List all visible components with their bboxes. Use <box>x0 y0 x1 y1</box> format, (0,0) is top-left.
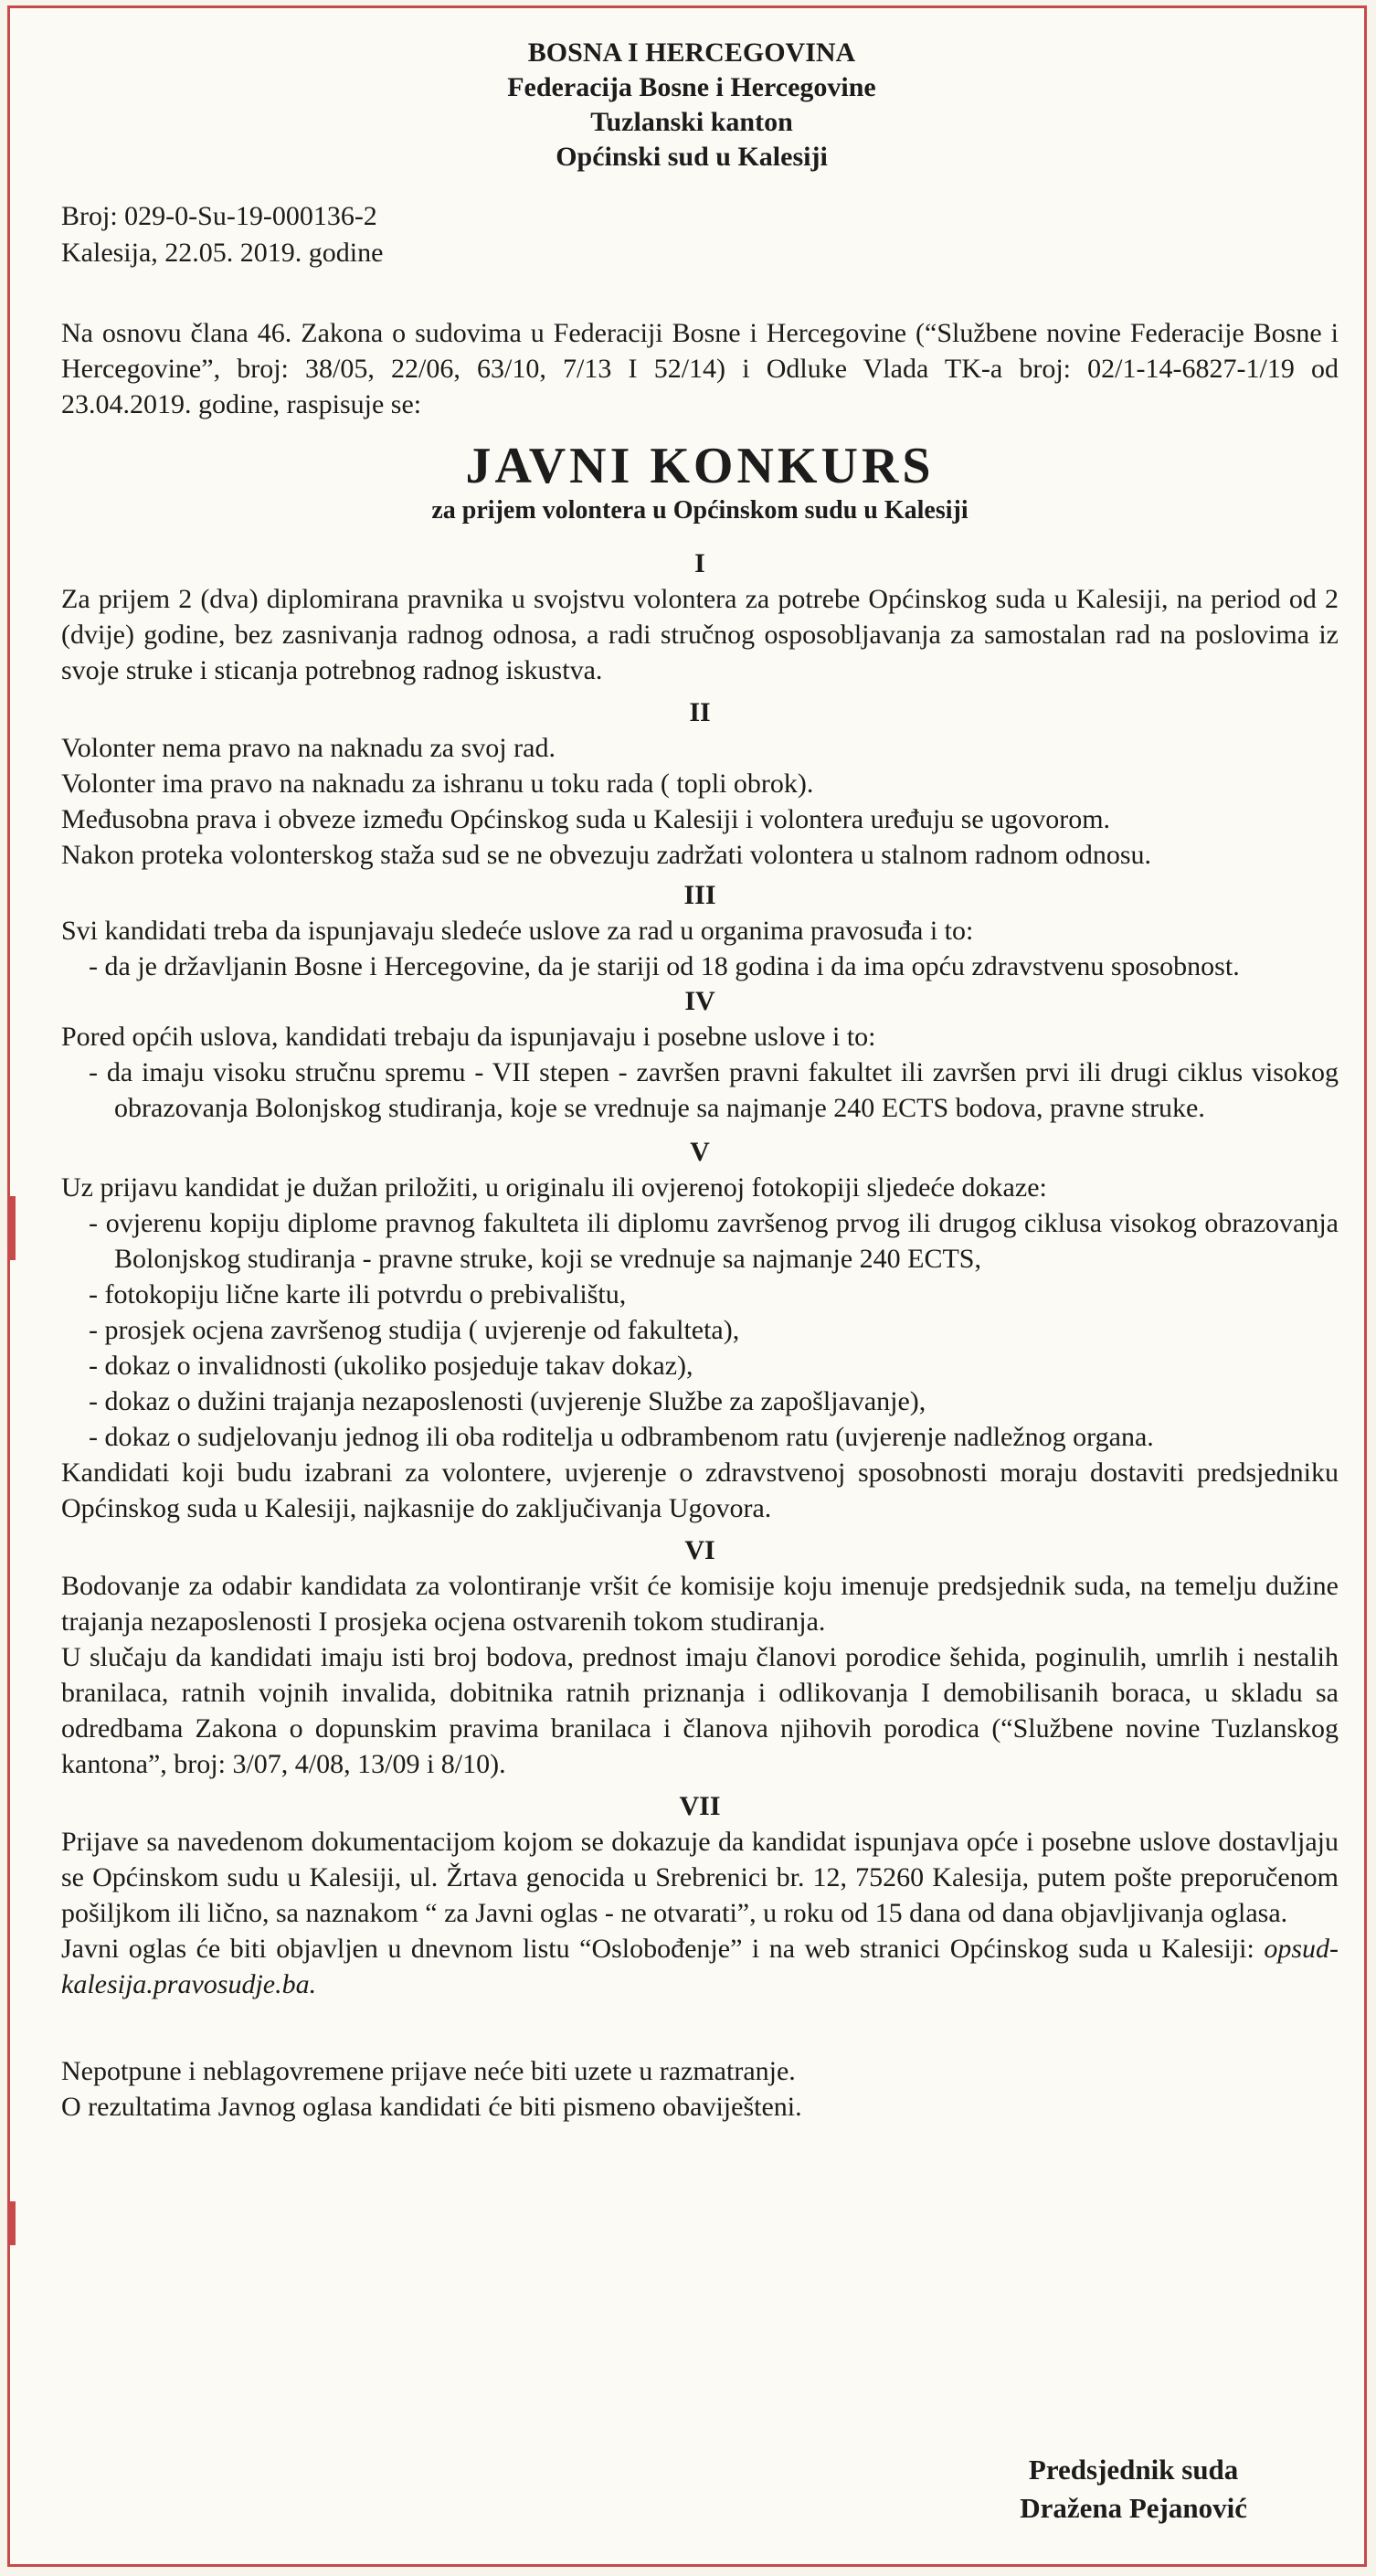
letterhead <box>28 36 1355 175</box>
country-name: BOSNA I HERCEGOVINA <box>527 37 856 68</box>
list-item: - prosjek ocjena završenog studija ( uvjerenje od fakulteta), <box>61 1312 1339 1348</box>
document-body <box>28 36 1355 2546</box>
list-item: - dokaz o invalidnosti (ukoliko posjeduje takav dokaz), <box>61 1348 1339 1383</box>
reference-number: Broj: 029-0-Su-19-000136-2 <box>61 201 377 231</box>
list-item: - fotokopiju lične karte ili potvrdu o prebivalištu, <box>61 1277 1339 1312</box>
section-number-6: VI <box>684 1535 715 1565</box>
section-2-line: Međusobna prava i obveze između Općinskog suda u Kalesiji i volontera uređuju se ugovorom. <box>61 804 1111 834</box>
page-title: JAVNI KONKURS <box>465 438 935 494</box>
closing-line-1: Nepotpune i neblagovremene prijave neće biti uzete u razmatranje. <box>61 2056 796 2086</box>
list-item: - ovjerenu kopiju diplome pravnog fakulteta ili diplomu završenog prvog ili drugog ciklusa visokog obrazovanja Bolonjskog studiranja - pravne struke, koji se vrednuje sa najmanje 240 ECTS, <box>61 1205 1339 1277</box>
section-3-text: Svi kandidati treba da ispunjavaju sledeće uslove za rad u organima pravosuđa i to: <box>61 916 974 946</box>
section-5-after: Kandidati koji budu izabrani za volontere, uvjerenje o zdravstvenoj sposobnosti moraju dostaviti predsjedniku Općinskog suda u Kalesiji, najkasnije do zaključivanja Ugovora. <box>61 1458 1339 1523</box>
court-name: Općinski sud u Kalesiji <box>556 142 828 172</box>
notice-content <box>61 315 1339 2125</box>
section-3-list <box>61 949 1339 984</box>
section-5-list <box>61 1205 1339 1455</box>
list-item: - da imaju visoku stručnu spremu - VII stepen - završen pravni fakultet ili završen prvi ili drugi ciklus visokog obrazovanja Bolonjskog studiranja, koje se vrednuje sa najmanje 240 ECTS bodova, pravne struke. <box>61 1055 1339 1126</box>
canton-name: Tuzlanski kanton <box>590 107 793 137</box>
court-website-link[interactable]: opsud-kalesija.pravosudje.ba. <box>61 1934 1339 1999</box>
list-item: - da je državljanin Bosne i Hercegovine, da je stariji od 18 godina i da ima opću zdravstvenu sposobnost. <box>61 949 1339 984</box>
section-2-line: Volonter ima pravo na naknadu za ishranu u toku rada ( topli obrok). <box>61 769 814 799</box>
section-7-paragraph-2 <box>61 1931 1339 2002</box>
section-number-3: III <box>683 880 716 910</box>
list-item: - dokaz o sudjelovanju jednog ili oba roditelja u odbrambenom ratu (uvjerenje nadležnog organa. <box>61 1419 1339 1455</box>
intro-paragraph: Na osnovu člana 46. Zakona o sudovima u Federaciji Bosne i Hercegovine (“Službene novine Federacije Bosne i Hercegovine”, broj: 38/05, 22/06, 63/10, 7/13 I 52/14) i Odluke Vlada TK-a broj: 02/1-14-6827-1/19 od 23.04.2019. godine, raspisuje se: <box>61 318 1339 419</box>
section-4-list <box>61 1055 1339 1126</box>
edge-mark <box>10 1196 16 1260</box>
list-item: - dokaz o dužini trajanja nezaposlenosti (uvjerenje Službe za zapošljavanje), <box>61 1383 1339 1419</box>
section-number-2: II <box>689 697 711 727</box>
publication-note: Javni oglas će biti objavljen u dnevnom listu “Oslobođenje” i na web stranici Općinskog suda u Kalesiji: <box>61 1934 1265 1964</box>
section-4-text: Pored općih uslova, kandidati trebaju da ispunjavaju i posebne uslove i to: <box>61 1022 876 1052</box>
section-6-paragraph-1: Bodovanje za odabir kandidata za volontiranje vršit će komisije koju imenuje predsjednik suda, na temelju dužine trajanja nezaposlenosti I prosjeka ocjena ostvarenih tokom studiranja. <box>61 1571 1339 1637</box>
section-2-line: Nakon proteka volonterskog staža sud se ne obvezuju zadržati volontera u stalnom radnom odnosu. <box>61 840 1152 870</box>
section-7-paragraph-1: Prijave sa navedenom dokumentacijom kojom se dokazuje da kandidat ispunjava opće i posebne uslove dostavljaju se Općinskom sudu u Kalesiji, ul. Žrtava genocida u Srebrenici br. 12, 75260 Kalesija, putem pošte preporučenom pošiljkom ili lično, sa naznakom “ za Javni oglas - ne otvarati”, u roku od 15 dana od dana objavljivanja oglasa. <box>61 1827 1339 1928</box>
closing-line-2: O rezultatima Javnog oglasa kandidati će biti pismeno obaviješteni. <box>61 2092 802 2122</box>
reference-block <box>61 198 383 271</box>
signatory-role: Predsjednik suda <box>1028 2454 1239 2486</box>
section-6-paragraph-2: U slučaju da kandidati imaju isti broj bodova, prednost imaju članovi porodice šehida, poginulih, umrlih i nestalih branilaca, ratnih vojnih invalida, dobitnika ratnih priznanja i odlikovanja I demobilisanih boraca, u skladu sa odredbama Zakona o dopunskim pravima branilaca i članova njihovih porodica (“Službene novine Tuzlanskog kantona”, broj: 3/07, 4/08, 13/09 i 8/10). <box>61 1642 1339 1779</box>
edge-mark <box>10 2201 16 2245</box>
page-subtitle: za prijem volontera u Općinskom sudu u Kalesiji <box>431 496 968 525</box>
section-1-text: Za prijem 2 (dva) diplomirana pravnika u svojstvu volontera za potrebe Općinskog suda u Kalesiji, na period od 2 (dvije) godine, bez zasnivanja radnog odnosa, a radi stručnog osposobljavanja za samostalan rad na poslovima iz svoje struke i sticanja potrebnog radnog iskustva. <box>61 584 1339 685</box>
notice-page <box>7 5 1367 2567</box>
section-number-1: I <box>694 548 705 578</box>
section-2-line: Volonter nema pravo na naknadu za svoj rad. <box>61 733 556 763</box>
section-number-5: V <box>690 1137 710 1167</box>
federation-name: Federacija Bosne i Hercegovine <box>507 72 876 102</box>
section-5-text: Uz prijavu kandidat je dužan priložiti, u originalu ili ovjerenoj fotokopiji sljedeće dokaze: <box>61 1172 1047 1203</box>
issue-date: Kalesija, 22.05. 2019. godine <box>61 238 384 268</box>
section-number-7: VII <box>679 1791 721 1821</box>
signatory-name: Dražena Pejanović <box>1020 2492 1247 2524</box>
section-number-4: IV <box>684 986 715 1016</box>
signature-block <box>1020 2451 1247 2528</box>
